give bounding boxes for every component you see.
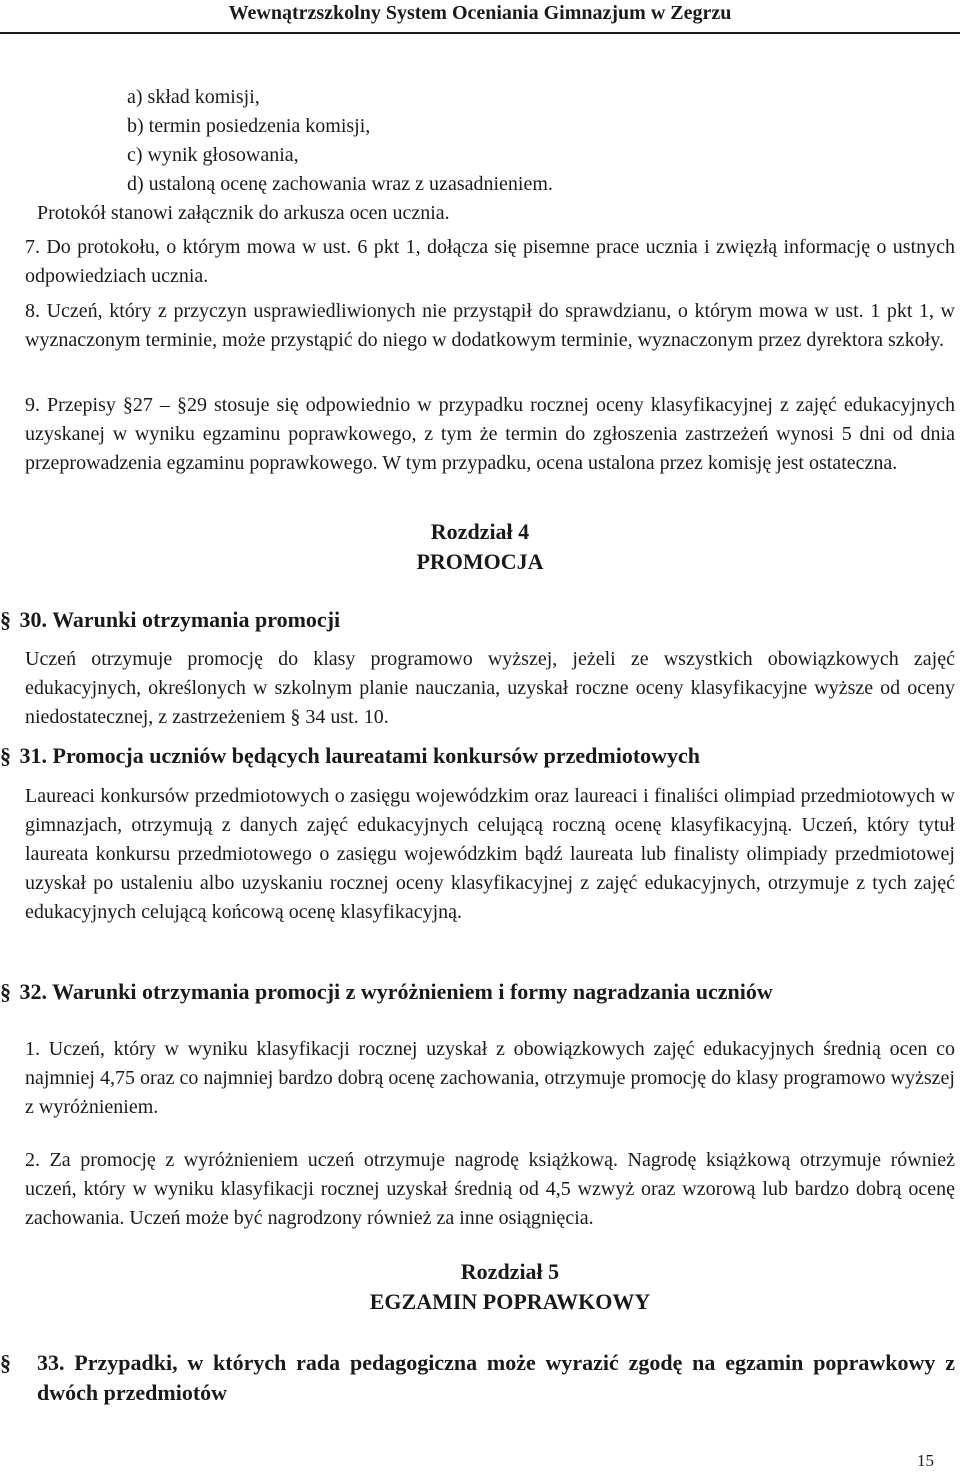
section-30-text: Uczeń otrzymuje promocję do klasy programowo wyższej, jeżeli ze wszystkich obowiązkowych zajęć edukacyjnych, określonych w szkolnym planie nauczania, uzyskał roczne oceny klasyfikacyjne wyższe od oceny niedostatecznej, z zastrzeżeniem § 34 ust. 10. bbox=[25, 648, 955, 728]
list-item: b) termin posiedzenia komisji, bbox=[127, 115, 371, 137]
section-30-title: 30. Warunki otrzymania promocji bbox=[19, 607, 341, 632]
section-30-heading bbox=[0, 605, 340, 635]
section-31-text: Laureaci konkursów przedmiotowych o zasięgu wojewódzkim oraz laureaci i finaliści olimpiad przedmiotowych w gimnazjach, otrzymują z danych zajęć edukacyjnych celującą roczną ocenę klasyfikacyjną. Uczeń, który tytuł laureata konkursu przedmiotowego o zasięgu wojewódzkim bądź laureata lub finalisty olimpiady przedmiotowej uzyskał po ustaleniu albo uzyskaniu rocznej oceny klasyfikacyjnej z zajęć edukacyjnych, otrzymuje z tych zajęć edukacyjnych celującą końcową ocenę klasyfikacyjną. bbox=[25, 785, 955, 923]
section-sign-icon: § bbox=[0, 743, 11, 768]
paragraph-7: 7. Do protokołu, o którym mowa w ust. 6 pkt 1, dołącza się pisemne prace ucznia i zwięzłą informację o ustnych odpowiedziach ucznia. bbox=[25, 236, 955, 287]
section-sign-icon: § bbox=[0, 607, 11, 632]
chapter-5-label: Rozdział 5 bbox=[460, 1259, 560, 1284]
header-rule bbox=[0, 32, 960, 34]
paragraph-8: 8. Uczeń, który z przyczyn usprawiedliwionych nie przystąpił do sprawdzianu, o którym mowa w ust. 1 pkt 1, w wyznaczonym terminie, może przystąpić do niego w dodatkowym terminie, wyznaczonym przez dyrektora szkoły. bbox=[25, 300, 955, 351]
section-sign-icon: § bbox=[0, 1350, 11, 1375]
section-sign-icon: § bbox=[0, 979, 11, 1004]
page-number: 15 bbox=[917, 1451, 934, 1470]
section-31-title: 31. Promocja uczniów będących laureatami konkursów przedmiotowych bbox=[19, 743, 701, 768]
section-32-title: 32. Warunki otrzymania promocji z wyróżnieniem i formy nagradzania uczniów bbox=[19, 979, 773, 1004]
section-33-title: 33. Przypadki, w których rada pedagogiczna może wyrazić zgodę na egzamin poprawkowy z dwóch przedmiotów bbox=[37, 1350, 955, 1405]
chapter-4-title: PROMOCJA bbox=[416, 549, 544, 574]
section-32-heading bbox=[0, 977, 773, 1007]
section-31-heading bbox=[0, 741, 700, 771]
section-32-point-1: 1. Uczeń, który w wyniku klasyfikacji rocznej uzyskał z obowiązkowych zajęć edukacyjnych średnią ocen co najmniej 4,75 oraz co najmniej bardzo dobrą ocenę zachowania, otrzymuje promocję do klasy programowo wyższej z wyróżnieniem. bbox=[25, 1038, 955, 1118]
chapter-5-title: EGZAMIN POPRAWKOWY bbox=[369, 1289, 651, 1314]
protocol-note: Protokół stanowi załącznik do arkusza ocen ucznia. bbox=[37, 202, 450, 224]
list-item: c) wynik głosowania, bbox=[127, 144, 299, 166]
chapter-4-label: Rozdział 4 bbox=[430, 519, 530, 544]
list-item: d) ustaloną ocenę zachowania wraz z uzasadnieniem. bbox=[127, 173, 553, 195]
list-item: a) skład komisji, bbox=[127, 86, 260, 108]
section-32-point-2: 2. Za promocję z wyróżnieniem uczeń otrzymuje nagrodę książkową. Nagrodę książkową otrzymuje również uczeń, który w wyniku klasyfikacji rocznej uzyskał średnią od 4,5 wzwyż oraz wzorową lub bardzo dobrą ocenę zachowania. Uczeń może być nagrodzony również za inne osiągnięcia. bbox=[25, 1149, 955, 1229]
running-header: Wewnątrzszkolny System Oceniania Gimnazjum w Zegrzu bbox=[228, 2, 732, 24]
paragraph-9: 9. Przepisy §27 – §29 stosuje się odpowiednio w przypadku rocznej oceny klasyfikacyjnej z zajęć edukacyjnych uzyskanej w wyniku egzaminu poprawkowego, z tym że termin do zgłoszenia zastrzeżeń wynosi 5 dni od dnia przeprowadzenia egzaminu poprawkowego. W tym przypadku, ocena ustalona przez komisję jest ostateczna. bbox=[25, 394, 955, 474]
